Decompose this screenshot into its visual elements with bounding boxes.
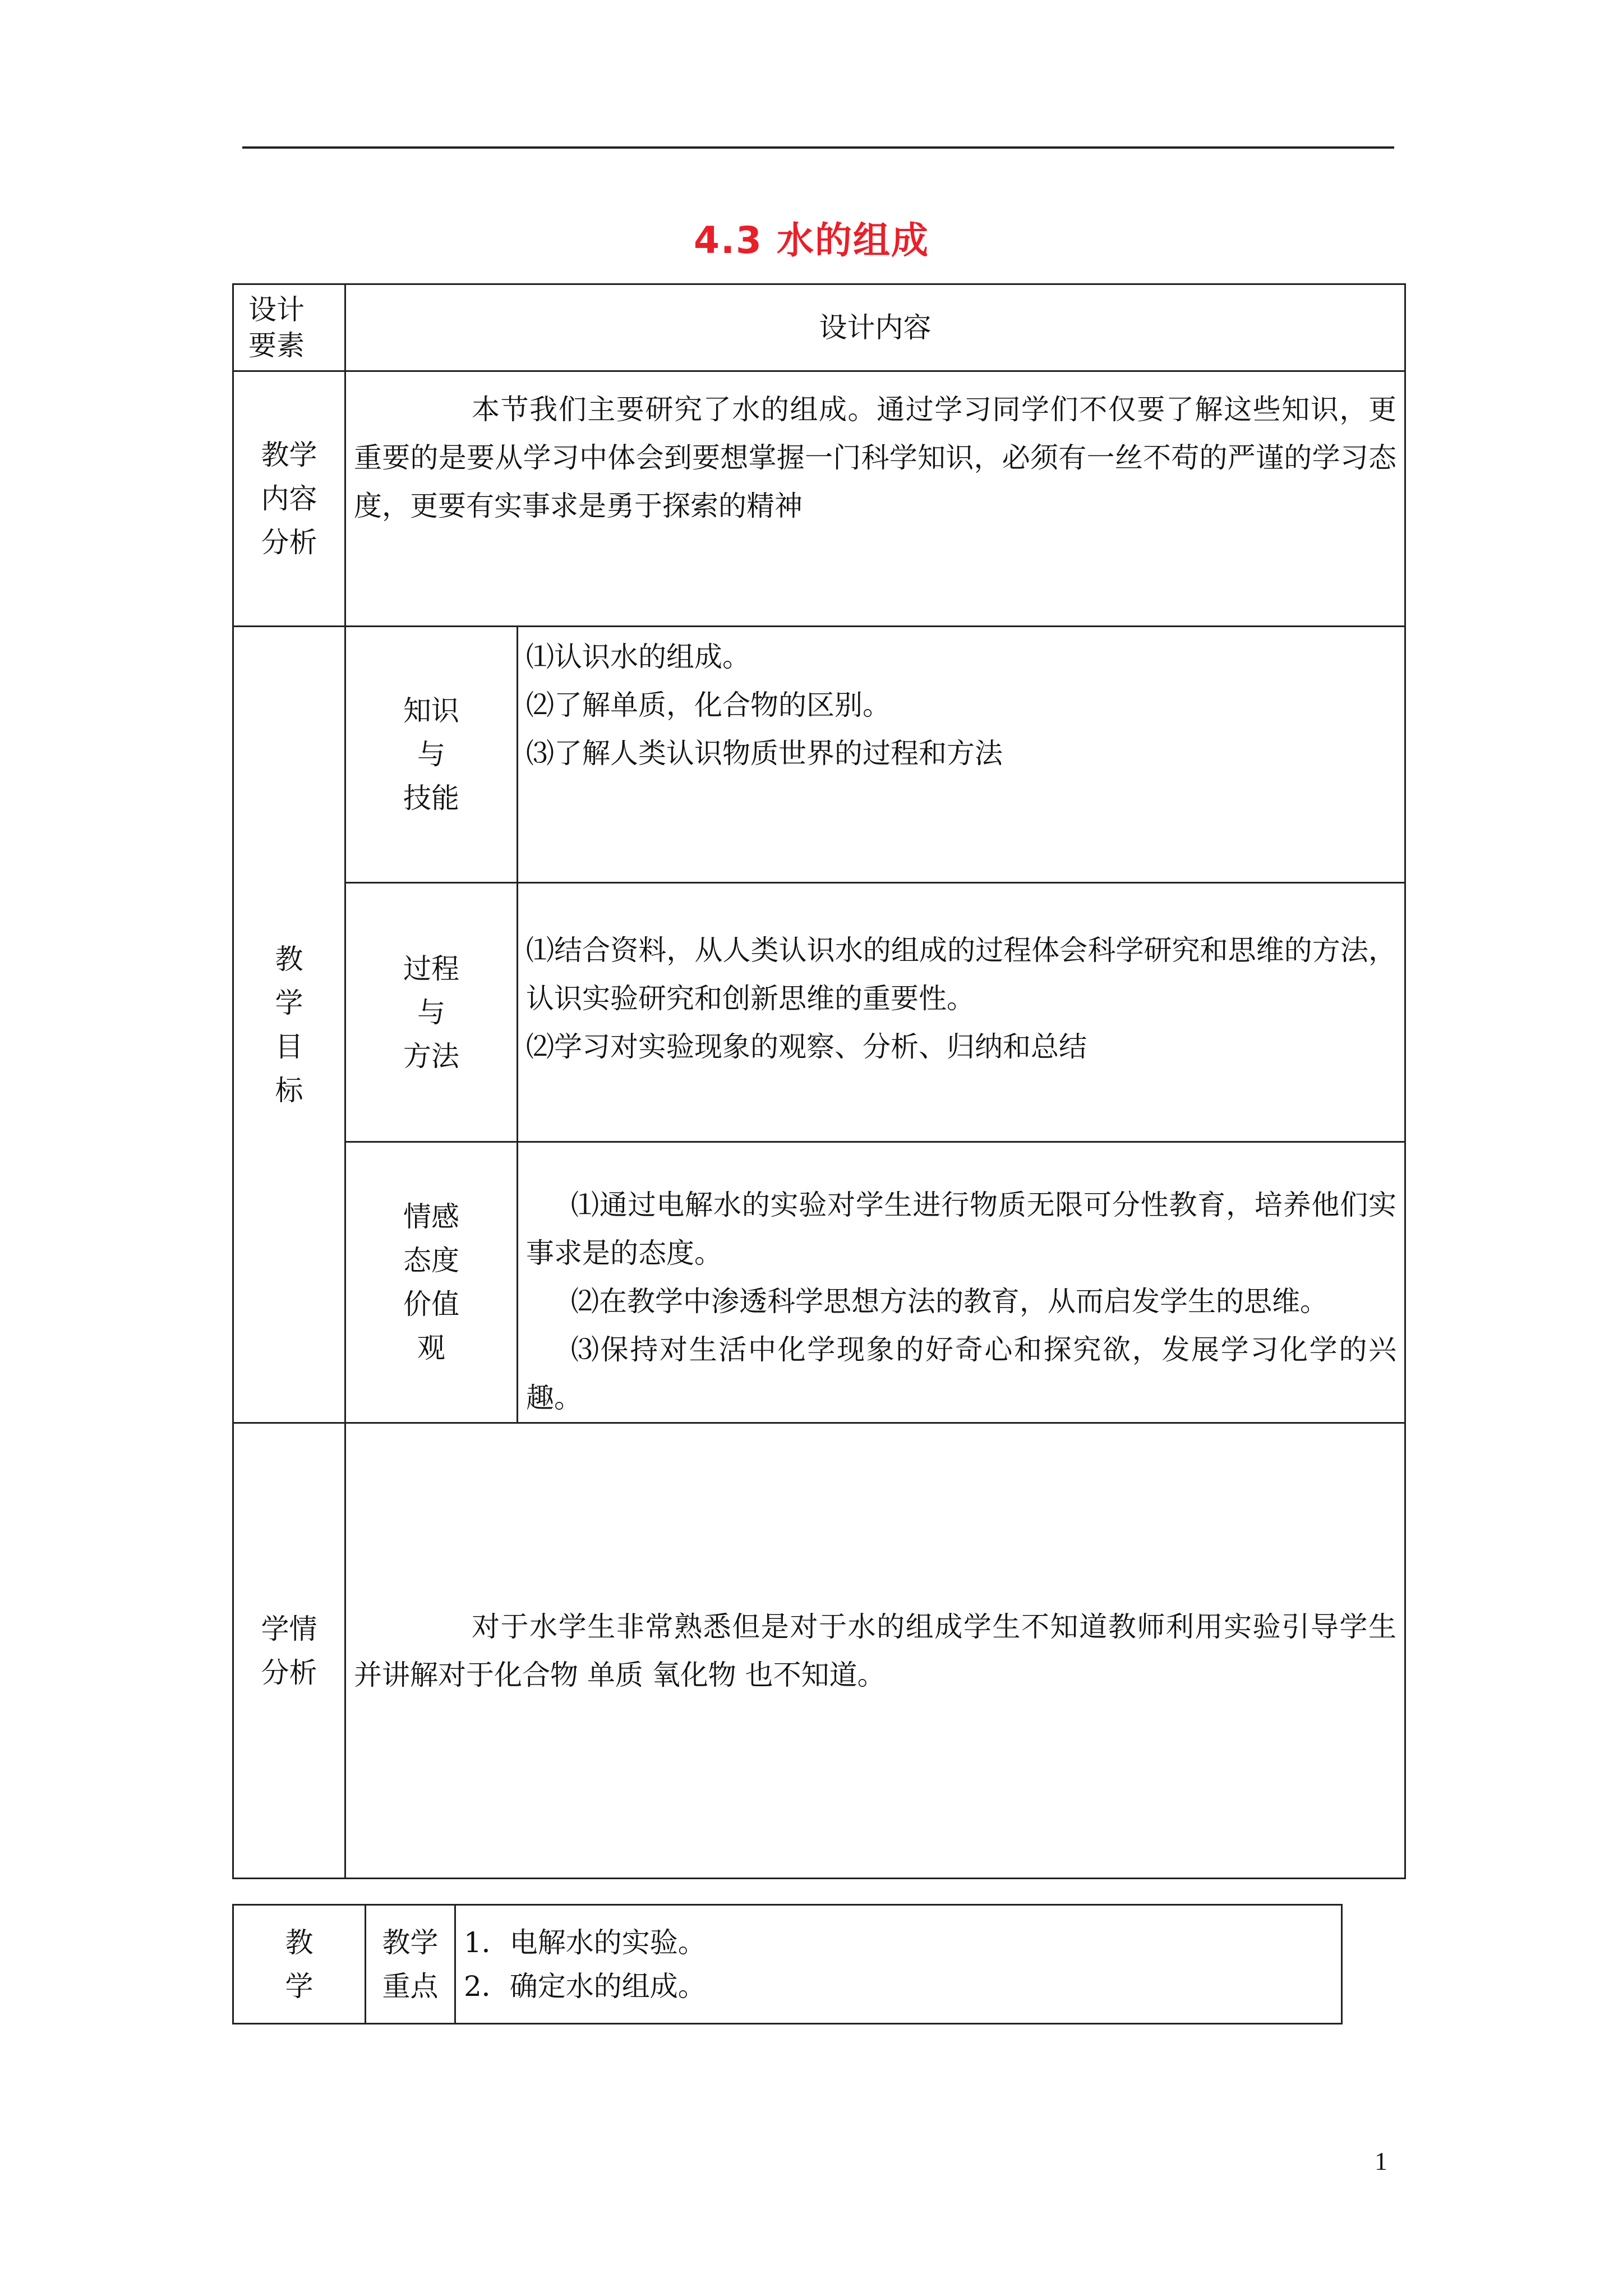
design-table: [232, 283, 1406, 1879]
label-line: 学: [275, 986, 303, 1019]
student-analysis-text: 对于水学生非常熟悉但是对于水的组成学生不知道教师利用实验引导学生并讲解对于化合物 单质 氧化物 也不知道。: [345, 1423, 1405, 1879]
knowledge-skills-content: [518, 627, 1405, 883]
label-line: 学情: [261, 1612, 317, 1645]
label-student-analysis: [233, 1423, 345, 1879]
label-knowledge-skills: [345, 627, 518, 883]
key-point-item: 2．确定水的组成。: [464, 1970, 706, 2003]
page-title: 4.3 水的组成: [694, 219, 929, 262]
label-line: 知识: [403, 694, 459, 727]
label-line: 教学: [261, 439, 317, 471]
label-line: 价值: [403, 1288, 459, 1320]
label-line: 内容: [261, 482, 317, 515]
label-line: 教: [285, 1926, 313, 1959]
process-method-content: [518, 883, 1405, 1142]
header-rule: [242, 146, 1394, 149]
goal-item: ⑶保持对生活中化学现象的好奇心和探究欲，发展学习化学的兴趣。: [526, 1333, 1396, 1414]
goal-item: ⑵了解单质，化合物的区别。: [526, 689, 891, 721]
goal-item: ⑵在教学中渗透科学思想方法的教育，从而启发学生的思维。: [571, 1285, 1328, 1318]
label-line: 情感: [403, 1200, 459, 1233]
label-line: 过程: [403, 952, 459, 985]
label-content-analysis: [233, 371, 345, 627]
goal-item: ⑵学习对实验现象的观察、分析、归纳和总结: [526, 1030, 1087, 1063]
goal-item: ⑴通过电解水的实验对学生进行物质无限可分性教育，培养他们实事求是的态度。: [526, 1189, 1396, 1269]
header-design-elements: [233, 284, 345, 371]
label-line: 观: [417, 1332, 445, 1364]
label-line: 方法: [403, 1039, 459, 1073]
label-line: 与: [417, 738, 445, 771]
label-line: 分析: [261, 526, 317, 559]
goal-item: ⑶了解人类认识物质世界的过程和方法: [526, 737, 1003, 770]
label-teaching-goals: [233, 627, 345, 1423]
label-line: 学: [285, 1970, 313, 2003]
label-line: 教: [275, 942, 303, 976]
label-line: 态度: [403, 1244, 459, 1277]
label-key-points: [366, 1905, 455, 2024]
header-col1-text: 设计要素: [248, 293, 305, 362]
label-process-method: [345, 883, 518, 1142]
key-points-table: [232, 1904, 1343, 2024]
label-line: 重点: [382, 1970, 439, 2003]
label-teaching: [233, 1905, 366, 2024]
label-line: 教学: [382, 1926, 439, 1959]
header-design-content: 设计内容: [345, 284, 1405, 371]
label-line: 与: [417, 996, 445, 1029]
goal-item: ⑴结合资料，从人类认识水的组成的过程体会科学研究和思维的方法，认识实验研究和创新思维的重要性。: [526, 934, 1396, 1015]
key-point-item: 1．电解水的实验。: [464, 1926, 706, 1959]
label-line: 目: [275, 1030, 303, 1063]
label-line: 分析: [261, 1656, 317, 1689]
key-points-content: [455, 1905, 1342, 2024]
page-number: 1: [1375, 2147, 1387, 2175]
content-analysis-text: 本节我们主要研究了水的组成。通过学习同学们不仅要了解这些知识，更重要的是要从学习中体会到要想掌握一门科学知识，必须有一丝不苟的严谨的学习态度，更要有实事求是勇于探索的精神: [345, 371, 1405, 627]
emotion-values-content: [518, 1142, 1405, 1423]
label-line: 技能: [403, 782, 459, 815]
goal-item: ⑴认识水的组成。: [526, 641, 750, 673]
label-emotion-values: [345, 1142, 518, 1423]
label-line: 标: [275, 1074, 303, 1107]
